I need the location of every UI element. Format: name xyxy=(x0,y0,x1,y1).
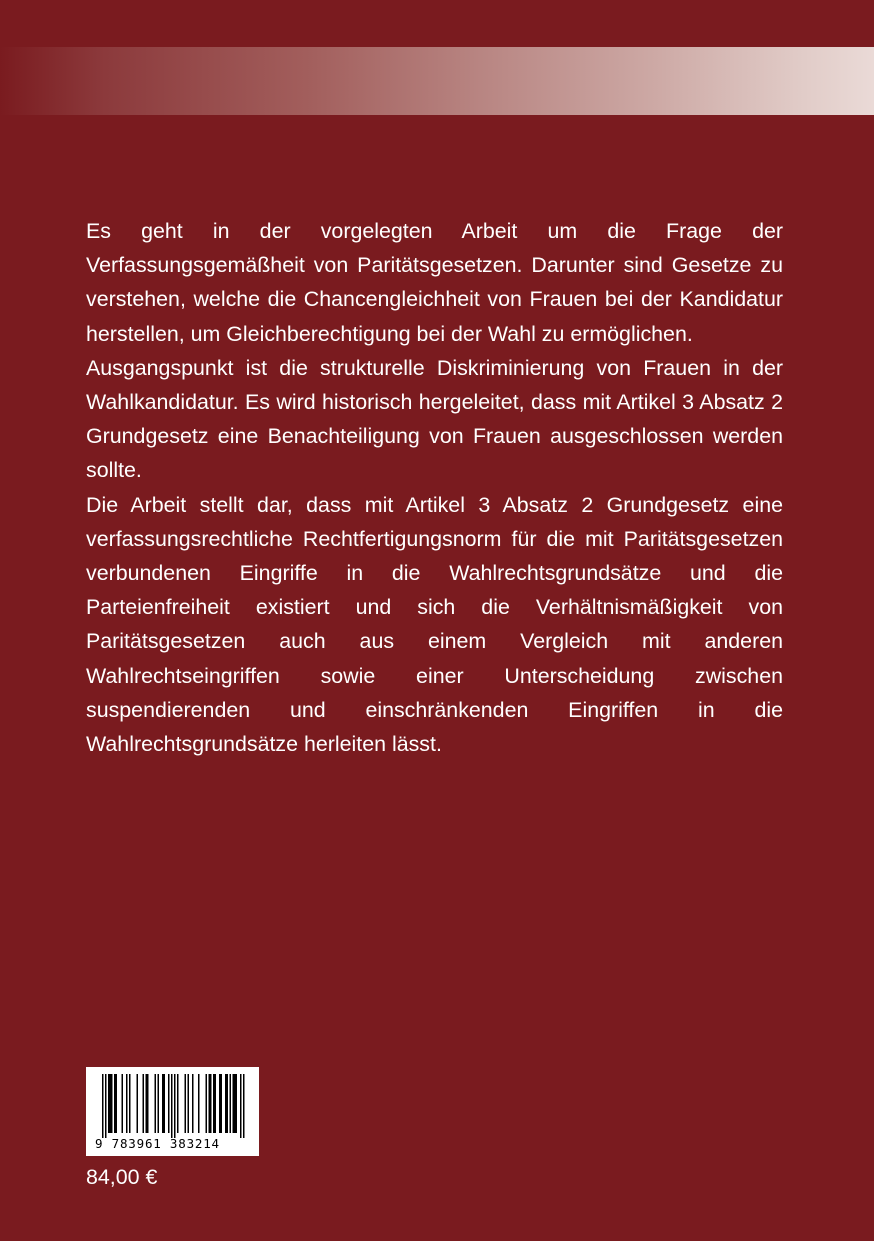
price-label: 84,00 € xyxy=(86,1165,158,1189)
isbn-number: 9 783961 383214 xyxy=(95,1136,220,1151)
barcode-bar xyxy=(158,1074,160,1133)
blurb-paragraph-3: Die Arbeit stellt dar, dass mit Artikel 3 Absatz 2 Grundgesetz eine verfassungsrechtliche Rechtfertigungsnorm für die mit Paritätsgesetzen verbundenen Eingriffe in die Wahlrechtsgrundsätze und die Parteienfreiheit existiert und sich die Verhältnismäßigkeit von Paritätsgesetzen auch aus einem Vergleich mit anderen Wahlrechtseingriffen sowie einer Unterscheidung zwischen suspendierenden und einschränkenden Eingriffen in die Wahlrechtsgrundsätze herleiten lässt. xyxy=(86,492,783,757)
barcode-bar xyxy=(155,1074,157,1133)
barcode-bar xyxy=(126,1074,128,1133)
barcode-bar xyxy=(234,1074,236,1133)
barcode-bar xyxy=(143,1074,145,1133)
barcode-bar xyxy=(164,1074,166,1133)
blurb-text xyxy=(86,214,783,761)
barcode-bar xyxy=(230,1074,232,1133)
blurb-paragraph-2: Ausgangspunkt ist die strukturelle Diskriminierung von Frauen in der Wahlkandidatur. Es wird historisch hergeleitet, dass mit Artikel 3 Absatz 2 Grundgesetz eine Benachteiligung von Frauen ausgeschlossen werden sollte. xyxy=(86,355,783,483)
barcode-bar xyxy=(192,1074,194,1133)
barcode-bar xyxy=(108,1074,110,1133)
barcode-bar xyxy=(209,1074,211,1133)
barcode-bar xyxy=(198,1074,200,1133)
barcode-bar xyxy=(147,1074,149,1133)
barcode-bar xyxy=(162,1074,164,1133)
barcode-bar xyxy=(185,1074,187,1133)
barcode-bar xyxy=(146,1074,148,1133)
barcode-bar xyxy=(219,1074,221,1133)
barcode-bar xyxy=(174,1074,176,1138)
barcode-bar xyxy=(168,1074,170,1133)
barcode-bar xyxy=(240,1074,242,1138)
barcode-bar xyxy=(102,1074,104,1138)
barcode-bar xyxy=(221,1074,223,1133)
barcode-bar xyxy=(177,1074,179,1133)
barcode-bar xyxy=(114,1074,116,1133)
barcode-bar xyxy=(110,1074,112,1133)
barcode-bar xyxy=(227,1074,229,1133)
barcode-bar xyxy=(215,1074,217,1133)
barcode-bar xyxy=(129,1074,131,1133)
barcode-bar xyxy=(188,1074,190,1133)
barcode-bar xyxy=(137,1074,139,1133)
barcode-bar xyxy=(213,1074,215,1133)
barcode-bar xyxy=(206,1074,208,1133)
barcode-bar xyxy=(122,1074,124,1133)
barcode-bar xyxy=(233,1074,235,1133)
barcode-bar xyxy=(236,1074,238,1133)
barcode-bar xyxy=(243,1074,245,1138)
barcode-bar xyxy=(105,1074,107,1138)
barcode-bar xyxy=(210,1074,212,1133)
isbn-barcode xyxy=(86,1067,259,1156)
barcode-bar xyxy=(171,1074,173,1138)
barcode-bar xyxy=(116,1074,118,1133)
barcode-bar xyxy=(111,1074,113,1133)
barcode-bar xyxy=(225,1074,227,1133)
decorative-gradient-band xyxy=(0,47,874,115)
blurb-paragraph-1: Es geht in der vorgelegten Arbeit um die Frage der Verfassungsgemäßheit von Paritätsgesetzen. Darunter sind Gesetze zu verstehen, welche die Chancengleichheit von Frauen bei der Kandidatur herstellen, um Gleichberechtigung bei der Wahl zu ermöglichen. xyxy=(86,219,783,346)
